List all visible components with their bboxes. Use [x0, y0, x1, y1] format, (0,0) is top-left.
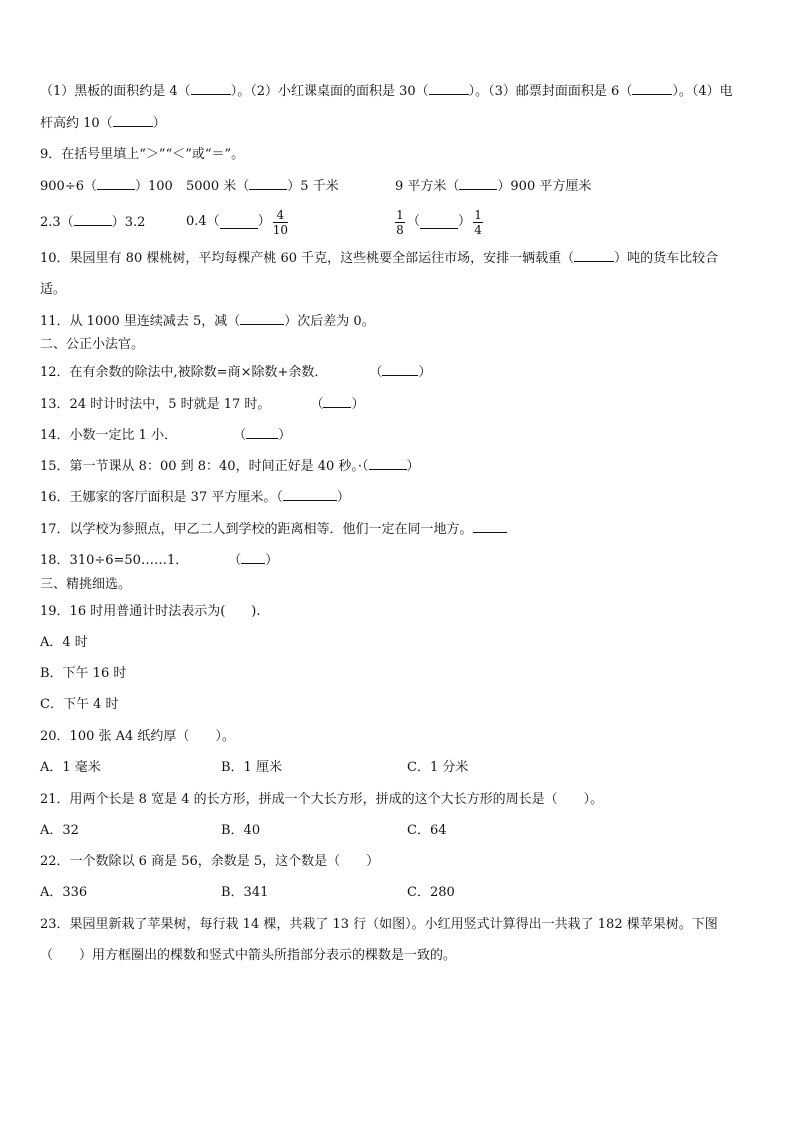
q20-option-b[interactable]: B．1 厘米	[221, 760, 282, 775]
numerator: 1	[396, 207, 404, 222]
answer-blank[interactable]	[369, 457, 407, 470]
tf-bracket: （	[228, 553, 242, 568]
question-12	[40, 363, 431, 382]
q9-item-4	[40, 213, 145, 232]
q19-option-a[interactable]: A．4 时	[40, 635, 88, 650]
numerator: 1	[474, 207, 482, 222]
tf-text: 15．第一节课从 8：00 到 8：40，时间正好是 40 秒。·	[40, 459, 363, 474]
q9-text: 900÷6（	[40, 179, 97, 194]
q9-item-3	[395, 177, 591, 196]
q20-option-c[interactable]: C．1 分米	[407, 760, 469, 775]
q9-text: 0.4（	[186, 214, 220, 229]
question-22-stem: 22．一个数除以 6 商是 56，余数是 5，这个数是（ ）	[40, 854, 380, 869]
q11-text: 11．从 1000 里连续减去 5，减（	[40, 314, 241, 329]
tf-bracket: （	[362, 459, 369, 474]
answer-blank[interactable]	[632, 82, 672, 95]
tf-text: 12．在有余数的除法中,被除数=商×除数+余数．	[40, 365, 328, 380]
question-23-line-2: （ ）用方框圈出的棵数和竖式中箭头所指部分表示的棵数是一致的。	[40, 948, 457, 963]
q9-item-5	[186, 202, 290, 242]
tf-bracket: （	[310, 397, 324, 412]
q9-text: ）	[257, 214, 271, 229]
question-17	[40, 520, 507, 539]
q21-option-a[interactable]: A．32	[40, 823, 79, 838]
tf-bracket: ）	[406, 459, 420, 474]
answer-blank[interactable]	[429, 82, 469, 95]
tf-bracket: ）	[336, 490, 350, 505]
q10-text: ）吨的货车比较合	[614, 251, 719, 266]
tf-bracket: ）	[351, 397, 365, 412]
intro-text: ）。（4）电	[672, 84, 733, 99]
q9-text: 2.3（	[40, 215, 74, 230]
section-3-heading: 三、精挑细选。	[40, 577, 132, 592]
q9-text: ）3.2	[111, 215, 146, 230]
tf-text: 17．以学校为参照点，甲乙二人到学校的距离相等．他们一定在同一地方。	[40, 522, 473, 537]
answer-blank[interactable]	[113, 114, 153, 127]
q19-option-b[interactable]: B．下午 16 时	[40, 666, 127, 681]
question-21-stem: 21．用两个长是 8 宽是 4 的长方形，拼成一个大长方形，拼成的这个大长方形的周长是（ ）。	[40, 792, 604, 807]
q10-text: 10．果园里有 80 棵桃树，平均每棵产桃 60 千克，这些桃要全部运往市场，安排一辆载重（	[40, 251, 575, 266]
answer-blank[interactable]	[240, 312, 284, 325]
question-10-line-1	[40, 249, 718, 268]
fraction	[473, 208, 483, 237]
question-13	[40, 395, 364, 414]
answer-blank[interactable]	[420, 216, 458, 229]
tf-bracket: ）	[418, 365, 432, 380]
intro-text: （1）黑板的面积约是 4（	[40, 84, 191, 99]
question-14	[40, 426, 291, 445]
answer-blank[interactable]	[323, 395, 351, 408]
answer-blank[interactable]	[220, 216, 258, 229]
intro-text: ）。（3）邮票封面面积是 6（	[468, 84, 633, 99]
q9-text: （	[407, 214, 421, 229]
intro-text: ）	[152, 116, 166, 131]
intro-text: ）。（2）小红课桌面的面积是 30（	[230, 84, 429, 99]
answer-blank[interactable]	[191, 82, 231, 95]
q9-item-1	[40, 177, 173, 196]
denominator: 4	[474, 222, 482, 237]
tf-text: 18．310÷6=50……1．	[40, 553, 189, 568]
q9-text: 5000 米（	[186, 179, 250, 194]
q9-text: ）900 平方厘米	[497, 179, 592, 194]
q9-text: ）	[458, 214, 472, 229]
fraction	[273, 208, 288, 237]
intro-line-1	[40, 82, 733, 101]
denominator: 10	[272, 222, 288, 237]
tf-bracket: （	[276, 490, 283, 505]
question-15	[40, 457, 420, 476]
answer-blank[interactable]	[382, 363, 418, 376]
intro-line-2	[40, 114, 166, 133]
section-2-heading: 二、公正小法官。	[40, 337, 145, 352]
answer-blank[interactable]	[249, 177, 287, 190]
answer-blank[interactable]	[283, 488, 337, 501]
q20-option-a[interactable]: A．1 毫米	[40, 760, 101, 775]
q9-text: 9 平方米（	[395, 179, 460, 194]
tf-bracket: （	[233, 428, 247, 443]
answer-blank[interactable]	[574, 249, 614, 262]
answer-blank[interactable]	[473, 520, 507, 533]
q22-option-c[interactable]: C．280	[407, 885, 455, 900]
q21-option-b[interactable]: B．40	[221, 823, 261, 838]
q9-item-6	[393, 202, 485, 242]
tf-bracket: ）	[265, 553, 279, 568]
answer-blank[interactable]	[241, 551, 265, 564]
tf-bracket: ）	[278, 428, 292, 443]
q19-option-c[interactable]: C．下午 4 时	[40, 697, 119, 712]
question-11	[40, 312, 375, 331]
tf-text: 13．24 时计时法中，5 时就是 17 时。	[40, 397, 271, 412]
answer-blank[interactable]	[97, 177, 135, 190]
question-18	[40, 551, 278, 570]
q9-text: ）100	[134, 179, 173, 194]
q22-option-a[interactable]: A．336	[40, 885, 88, 900]
tf-text: 16．王娜家的客厅面积是 37 平方厘米。	[40, 490, 277, 505]
question-20-stem: 20．100 张 A4 纸约厚（ ）。	[40, 729, 235, 744]
tf-text: 14．小数一定比 1 小．	[40, 428, 178, 443]
q9-item-2	[186, 177, 339, 196]
q11-text: ）次后差为 0。	[284, 314, 375, 329]
question-16	[40, 488, 350, 507]
intro-text: 杆高约 10（	[40, 116, 113, 131]
q9-text: ）5 千米	[287, 179, 339, 194]
question-9-title: 9．在括号里填上“＞”“＜”或“＝”。	[40, 147, 245, 162]
denominator: 8	[396, 222, 404, 237]
tf-bracket: （	[369, 365, 383, 380]
numerator: 4	[276, 207, 285, 222]
answer-blank[interactable]	[74, 213, 112, 226]
question-19-stem: 19．16 时用普通计时法表示为( ).	[40, 604, 261, 619]
q22-option-b[interactable]: B．341	[221, 885, 269, 900]
fraction	[395, 208, 405, 237]
answer-blank[interactable]	[246, 426, 278, 439]
q21-option-c[interactable]: C．64	[407, 823, 447, 838]
answer-blank[interactable]	[459, 177, 497, 190]
question-23-line-1: 23．果园里新栽了苹果树，每行栽 14 棵，共栽了 13 行（如图）。小红用竖式计算得出一共栽了 182 棵苹果树。下图	[40, 917, 718, 932]
question-10-line-2: 适。	[40, 282, 67, 297]
